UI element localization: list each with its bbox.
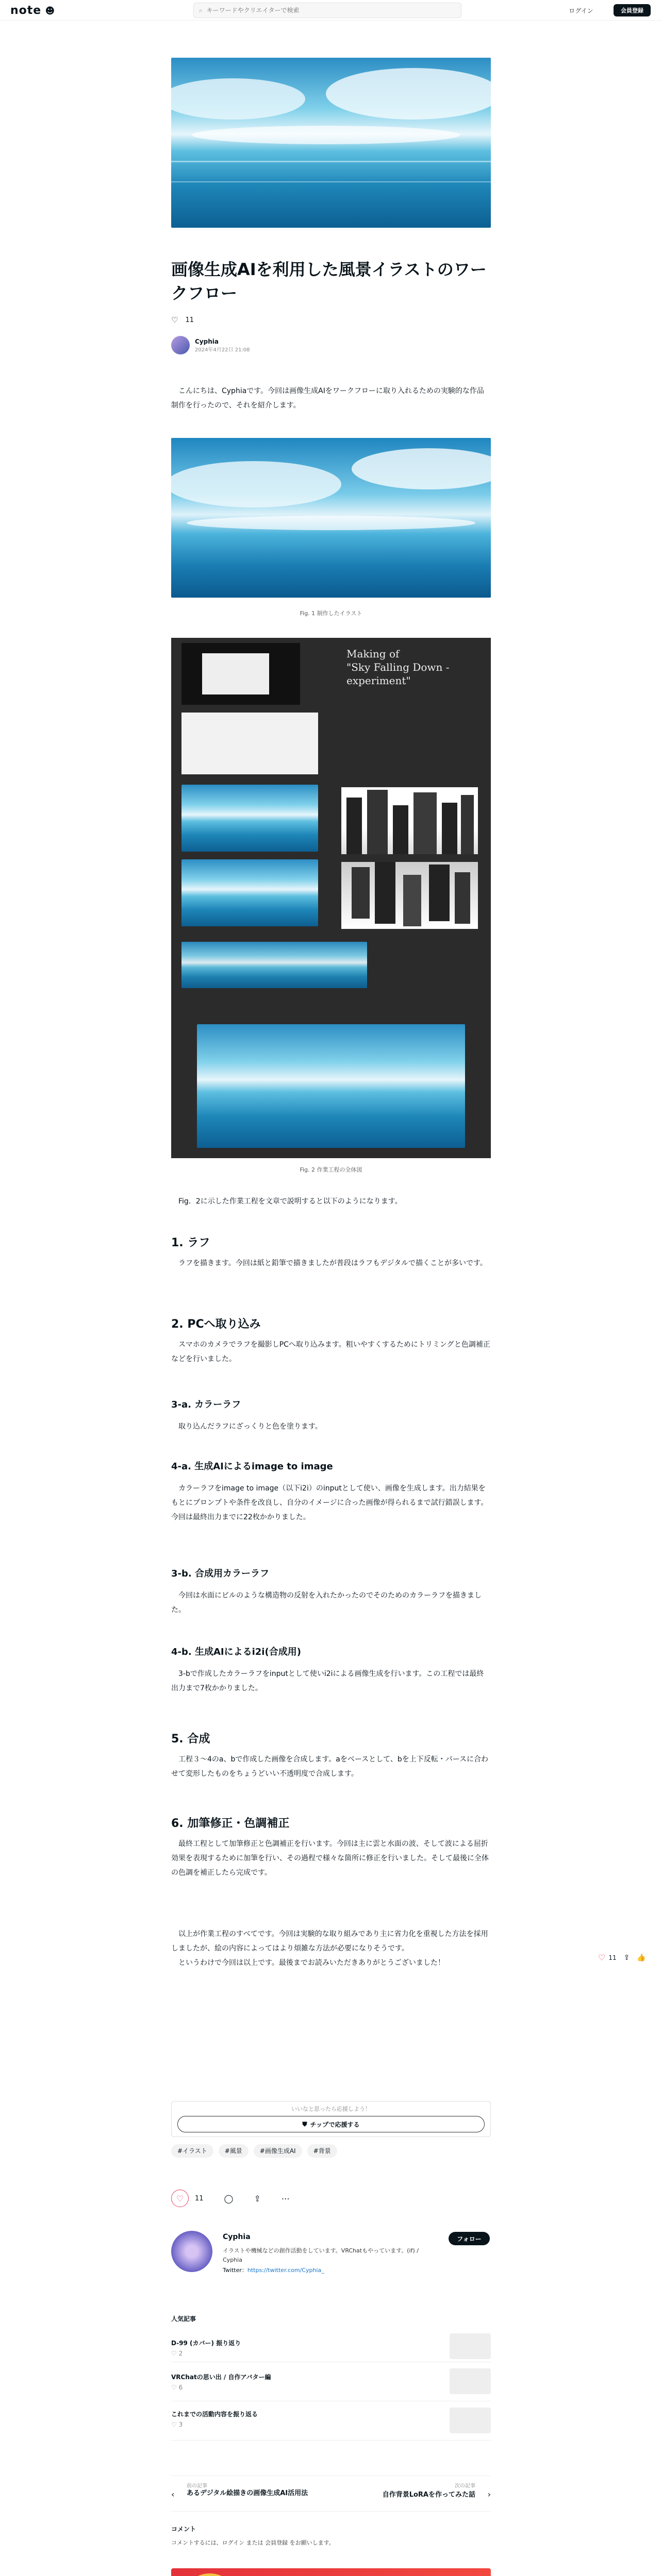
search-icon: ⌕: [199, 6, 203, 14]
section-heading: 2. PCへ取り込み: [171, 1318, 261, 1331]
popular-section: [171, 2314, 491, 2441]
section-heading: 5. 合成: [171, 1733, 210, 1745]
twitter-link[interactable]: https://twitter.com/Cyphia_: [247, 2267, 324, 2274]
fig2-photo-sketch: [181, 643, 300, 705]
popular-thumb: [450, 2408, 491, 2433]
profile-avatar[interactable]: [171, 2231, 212, 2272]
hero-clouds: [171, 58, 491, 228]
fig1-clouds: [171, 438, 491, 598]
intro-paragraph: こんにちは、Cyphiaです。今回は画像生成AIをワークフローに取り入れるための実験的な作品制作を行ったので、それを紹介します。: [171, 387, 484, 410]
side-heart-icon[interactable]: ♡: [598, 1953, 606, 1962]
fig2-i2i-a: [181, 859, 318, 926]
login-button[interactable]: ログイン: [569, 7, 593, 14]
section-heading: 6. 加筆修正・色調補正: [171, 1817, 290, 1830]
share-icon[interactable]: ⇪: [254, 2193, 261, 2204]
fig2-caption: Fig. 2 作業工程の全体図: [300, 1166, 362, 1173]
fig2-image: [171, 638, 491, 1158]
prev-article[interactable]: ‹ 前の記事 あるデジタル絵描きの画像生成AI活用法: [171, 2483, 308, 2499]
profile-name[interactable]: Cyphia: [223, 2233, 251, 2241]
fig2-color-rough-a: [181, 785, 318, 852]
profile-bio: イラストや機械などの創作活動をしています。VRChatもやっています。(if) / Cyphia: [223, 2247, 419, 2263]
chevron-left-icon: ‹: [171, 2489, 175, 2499]
campaign-banner[interactable]: [171, 2568, 491, 2576]
banner-badge-icon: [181, 2573, 238, 2576]
tag-item[interactable]: #背景: [307, 2144, 337, 2158]
tip-icon: ⛊: [302, 2120, 307, 2128]
fig2-title: Making of "Sky Falling Down - experiment": [346, 648, 450, 687]
side-share-icon[interactable]: ⇪: [623, 1953, 630, 1962]
section-paragraph: カラーラフをimage to image（以下i2i）のinputとして使い、画像を生成します。出力結果をもとにプロンプトや条件を改良し、自分のイメージに合った画像が得られるまで試行錯誤します。今回は最終出力までに22枚かかりました。: [171, 1484, 488, 1521]
hero-image: [171, 58, 491, 228]
popular-thumb: [450, 2368, 491, 2394]
fig1-image: [171, 438, 491, 598]
section-heading: 4-a. 生成AIによるimage to image: [171, 1461, 333, 1472]
fig2-scan-sketch: [181, 713, 318, 774]
search-input[interactable]: [207, 7, 454, 14]
popular-item[interactable]: D-99 (カバー) 振り返り ♡ 2: [171, 2323, 491, 2362]
section-paragraph: 最終工程として加筆修正と色調補正を行います。今回は主に雲と水面の波、そして波による屈折効果を表現するために加筆を行い、その過程で様々な箇所に修正を行いました。そして最後に全体の色調を補正したら完成です。: [171, 1840, 489, 1877]
side-like-count: 11: [608, 1954, 617, 1961]
author-name[interactable]: Cyphia: [195, 337, 219, 345]
fig1-caption: Fig. 1 制作したイラスト: [300, 610, 362, 617]
section-paragraph: スマホのカメラでラフを撮影しPCへ取り込みます。粗いやすくするためにトリミングと色調補正などを行いました。: [171, 1341, 490, 1363]
side-actions: [598, 1953, 646, 1962]
search-box[interactable]: [193, 3, 461, 18]
section-paragraph: 工程３～4のa、bで作成した画像を合成します。aをベースとして、bを上下反転・パースに合わせて変形したものをちょうどいい不透明度で合成します。: [171, 1755, 489, 1778]
section-paragraph: ラフを描きます。今回は紙と鉛筆で描きましたが普段はラフもデジタルで描くことが多いです。: [171, 1259, 487, 1267]
like-heart-icon[interactable]: ♡: [171, 2190, 189, 2207]
author-avatar[interactable]: [171, 336, 190, 354]
article-nav: [171, 2476, 491, 2512]
bottom-actions: [171, 2190, 290, 2207]
section-paragraph: 3-bで作成したカラーラフをinputとして使いi2iによる画像生成を行います。この工程では最終出力まで7枚かかりました。: [171, 1670, 484, 1692]
tip-box: [171, 2101, 491, 2137]
tag-list: [171, 2144, 491, 2158]
bottom-like-count: 11: [195, 2194, 204, 2202]
tag-item[interactable]: #風景: [219, 2144, 249, 2158]
fig2-final: [197, 1024, 465, 1148]
site-header: [0, 0, 662, 21]
heart-icon: ♡: [171, 315, 178, 325]
note-logo[interactable]: note ☻: [10, 4, 56, 17]
fig2-composite: [181, 942, 367, 988]
section-heading: 4-b. 生成AIによるi2i(合成用): [171, 1647, 301, 1657]
profile-twitter: Twitter：https://twitter.com/Cyphia_: [223, 2267, 324, 2274]
more-icon[interactable]: ⋯: [281, 2193, 290, 2204]
tip-button[interactable]: ⛊ チップで応援する: [177, 2116, 485, 2132]
fig2-description: Fig．2に示した作業工程を文章で説明すると以下のようになります。: [171, 1197, 402, 1206]
author-block[interactable]: [171, 336, 250, 354]
fig2-i2i-b: [341, 862, 478, 929]
section-heading: 1. ラフ: [171, 1236, 210, 1249]
outro-paragraph: 以上が作業工程のすべてです。今回は実験的な取り組みであり主に省力化を重視した方法を採用しましたが、絵の内容によってはより煩雑な方法が必要になりそうです。 というわけで今回は以上です。最後までお読みいただきありがとうございました！: [171, 1930, 488, 1967]
section-heading: 3-b. 合成用カラーラフ: [171, 1568, 269, 1579]
register-button[interactable]: 会員登録: [614, 4, 651, 16]
profile-card: [171, 2231, 491, 2293]
popular-heading: 人気記事: [171, 2315, 196, 2323]
section-heading: 3-a. カラーラフ: [171, 1399, 241, 1410]
tag-item[interactable]: #イラスト: [171, 2144, 213, 2158]
comment-icon[interactable]: ◯: [224, 2193, 234, 2204]
follow-button[interactable]: フォロー: [449, 2232, 490, 2245]
post-date: 2024年4月22日 21:08: [195, 347, 250, 353]
side-thumb-icon[interactable]: 👍: [637, 1953, 646, 1962]
tip-prompt: いいなと思ったら応援しよう！: [291, 2106, 371, 2112]
popular-thumb: [450, 2333, 491, 2359]
like-count: 11: [185, 316, 194, 324]
section-paragraph: 今回は水面にビルのような構造物の反射を入れたかったのでそのためのカラーラフを描きました。: [171, 1591, 482, 1614]
next-article[interactable]: 次の記事 自作背景LoRAを作ってみた話 ›: [382, 2483, 491, 2499]
popular-item[interactable]: これまでの活動内容を振り返る ♡ 3: [171, 2401, 491, 2441]
article-title: 画像生成AIを利用した風景イラストのワークフロー: [171, 260, 487, 303]
tag-item[interactable]: #画像生成AI: [254, 2144, 302, 2158]
popular-item[interactable]: VRChatの思い出 / 自作アバター編 ♡ 6: [171, 2362, 491, 2401]
title-like[interactable]: [171, 315, 194, 325]
chevron-right-icon: ›: [487, 2489, 491, 2499]
fig2-color-rough-b: [341, 787, 478, 854]
comment-section: [171, 2524, 491, 2547]
comment-heading: コメント: [171, 2526, 196, 2533]
section-paragraph: 取り込んだラフにざっくりと色を塗ります。: [171, 1422, 322, 1431]
comment-login-text[interactable]: コメントするには、ログイン または 会員登録 をお願いします。: [171, 2539, 335, 2546]
